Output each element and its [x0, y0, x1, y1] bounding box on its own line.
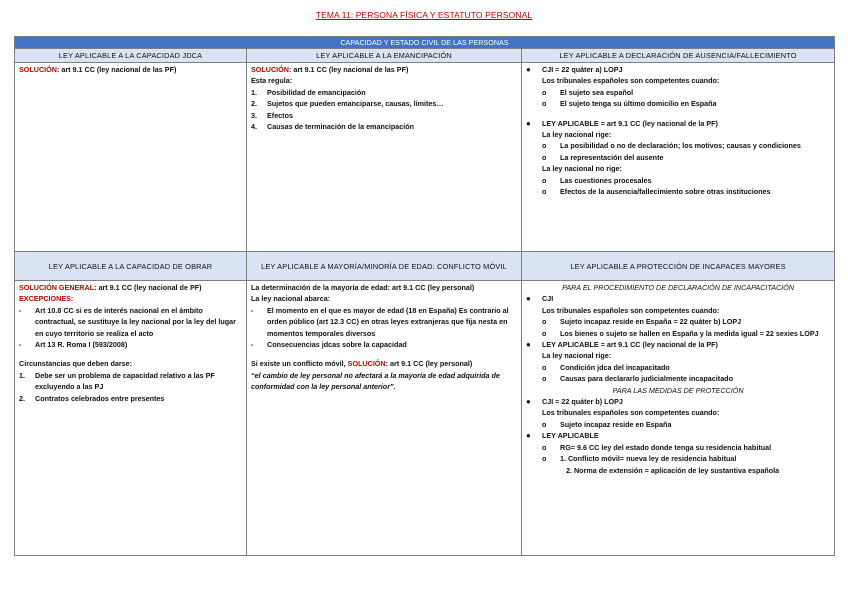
circle-bullet-icon: o [542, 419, 547, 429]
circle-bullet-icon: o [542, 442, 547, 452]
intro-text: Circunstancias que deben darse: [19, 359, 133, 369]
list-item: 2. Sujetos que pueden emanciparse, causas, límites… [251, 99, 444, 109]
header-mayoria-edad: LEY APLICABLE A MAYORÍA/MINORÍA DE EDAD: CONFLICTO MÓVIL [247, 252, 522, 281]
list-item: o La posibilidad o no de declaración; los motivos; causas y condiciones [542, 141, 801, 151]
list-item: 4. Causas de terminación de la emancipación [251, 122, 414, 132]
list-item: o Las cuestiones procesales [542, 175, 652, 185]
list-item: o Condición jdca del incapacitado [542, 362, 670, 372]
table-banner: CAPACIDAD Y ESTADO CIVIL DE LAS PERSONAS [15, 37, 835, 49]
bullet-icon: ● [526, 65, 531, 74]
list-item: - El momento en el que es mayor de edad (18 en España) Es contrario al orden público (art 12.3 CC) en otras leyes extranjeras que fija nesta en momentos temporales diversos [251, 305, 509, 338]
cell-ausencia [522, 63, 835, 252]
list-item: - Art 13 R. Roma I (593/2008) [19, 340, 128, 350]
paragraph: La determinación de la mayoría de edad: art 9.1 CC (ley personal) [251, 283, 475, 292]
list-item: o Sujeto incapaz reside en España [542, 419, 672, 429]
circle-bullet-icon: o [542, 175, 547, 185]
circle-bullet-icon: o [542, 454, 547, 464]
list-item: o El sujeto tenga su último domicilio en España [542, 99, 717, 109]
list-item: o El sujeto sea español [542, 87, 634, 97]
circle-bullet-icon: o [542, 99, 547, 109]
solution-label: SOLUCIÓN GENERAL [19, 283, 95, 292]
list-item: o La representación del ausente [542, 152, 664, 162]
list-item: 1. Posibilidad de emancipación [251, 87, 366, 97]
header-capacidad-jdca: LEY APLICABLE A LA CAPACIDAD JDCA [15, 49, 247, 63]
summary-table [14, 36, 835, 556]
solution-text: : art 9.1 CC (ley nacional de las PF) [288, 65, 409, 74]
list-item: ● LEY APLICABLE [526, 431, 599, 441]
solution-text: : art 9.1 CC (ley nacional de las PF) [56, 65, 177, 74]
cell-capacidad-obrar [15, 281, 247, 556]
solution-text: : art 9.1 CC (ley nacional de PF) [94, 283, 202, 292]
list-item: 2. Contratos celebrados entre presentes [19, 393, 165, 403]
solution-label: SOLUCIÓN [19, 65, 57, 74]
section-subtitle: PARA EL PROCEDIMIENTO DE DECLARACIÓN DE INCAPACITACIÓN [562, 283, 794, 292]
header-capacidad-obrar: LEY APLICABLE A LA CAPACIDAD DE OBRAR [15, 252, 247, 281]
bullet-icon: ● [526, 294, 531, 304]
list-item: ● CJI [526, 294, 554, 304]
bullet-icon: ● [526, 118, 531, 128]
list-item: o Efectos de la ausencia/fallecimiento sobre otras instituciones [542, 187, 771, 197]
circle-bullet-icon: o [542, 187, 547, 197]
list-item: ● CJI = 22 quáter a) LOPJ [526, 65, 623, 74]
header-ausencia: LEY APLICABLE A DECLARACIÓN DE AUSENCIA/FALLECIMIENTO [522, 49, 835, 63]
circle-bullet-icon: o [542, 87, 547, 97]
solution-label: SOLUCIÓN [251, 65, 289, 74]
bullet-icon: ● [526, 397, 531, 407]
document-title: TEMA 11: PERSONA FÍSICA Y ESTATUTO PERSONAL [315, 10, 533, 20]
circle-bullet-icon: o [542, 141, 547, 151]
circle-bullet-icon: o [542, 152, 547, 162]
list-item: 2. Norma de extensión = aplicación de ley sustantiva española [566, 465, 780, 475]
intro-text: Los tribunales españoles son competentes cuando: [542, 76, 720, 86]
circle-bullet-icon: o [542, 317, 547, 327]
list-item: 1. Debe ser un problema de capacidad relativo a las PF excluyendo a las PJ [19, 370, 215, 392]
list-item: o Los bienes o sujeto se hallen en España y la medida igual = 22 sexies LOPJ [542, 328, 819, 338]
intro-text: Los tribunales españoles son competentes cuando: [542, 408, 720, 418]
list-item: 3. Efectos [251, 110, 293, 120]
circle-bullet-icon: o [542, 328, 547, 338]
intro-text: La ley nacional rige: [542, 130, 612, 140]
header-incapaces: LEY APLICABLE A PROTECCIÓN DE INCAPACES MAYORES [522, 252, 835, 281]
paragraph: Si existe un conflicto móvil, [251, 359, 348, 369]
list-item: ● LEY APLICABLE = art 9.1 CC (ley nacional de la PF) [526, 118, 718, 128]
list-item: o Causas para declararlo judicialmente incapacitado [542, 374, 733, 384]
section-subtitle: PARA LAS MEDIDAS DE PROTECCIÓN [612, 385, 744, 395]
list-item: - Art 10.8 CC si es de interés nacional en el ámbito contractual, se sustituye la ley nacional por la ley del lugar en cuyo territorio se realiza el acto [19, 305, 236, 338]
intro-text: Esta regula: [251, 76, 293, 86]
paragraph: La ley nacional abarca: [251, 294, 331, 304]
quote-text: “el cambio de ley personal no afectará a la mayoría de edad adquirida de conformidad con la ley personal anterior”. [251, 370, 500, 392]
list-item: o RG= 9.6 CC ley del estado donde tenga su residencia habitual [542, 442, 772, 452]
intro-text: La ley nacional no rige: [542, 164, 622, 174]
circle-bullet-icon: o [542, 362, 547, 372]
list-item: ● LEY APLICABLE = art 9.1 CC (ley nacional de la PF) [526, 340, 718, 350]
cell-emancipacion [247, 63, 522, 252]
list-item: o Sujeto incapaz reside en España = 22 quáter b) LOPJ [542, 317, 742, 327]
cell-capacidad-jdca [15, 63, 247, 252]
bullet-icon: ● [526, 431, 531, 441]
intro-text: Los tribunales españoles son competentes cuando: [542, 305, 720, 315]
circle-bullet-icon: o [542, 374, 547, 384]
bullet-icon: ● [526, 340, 531, 350]
cell-mayoria-edad [247, 281, 522, 556]
list-item: - Consecuencias jdcas sobre la capacidad [251, 340, 407, 350]
solution-text: : art 9.1 CC (ley personal) [385, 359, 473, 369]
header-emancipacion: LEY APLICABLE A LA EMANCIPACIÓN [247, 49, 522, 63]
cell-incapaces [522, 281, 835, 556]
list-item: o 1. Conflicto móvil= nueva ley de residencia habitual [542, 454, 737, 464]
solution-label: SOLUCIÓN [347, 359, 386, 369]
list-item: ● CJI = 22 quáter b) LOPJ [526, 397, 623, 407]
intro-text: La ley nacional rige: [542, 351, 612, 361]
exceptions-label: EXCEPCIONES: [19, 294, 74, 304]
